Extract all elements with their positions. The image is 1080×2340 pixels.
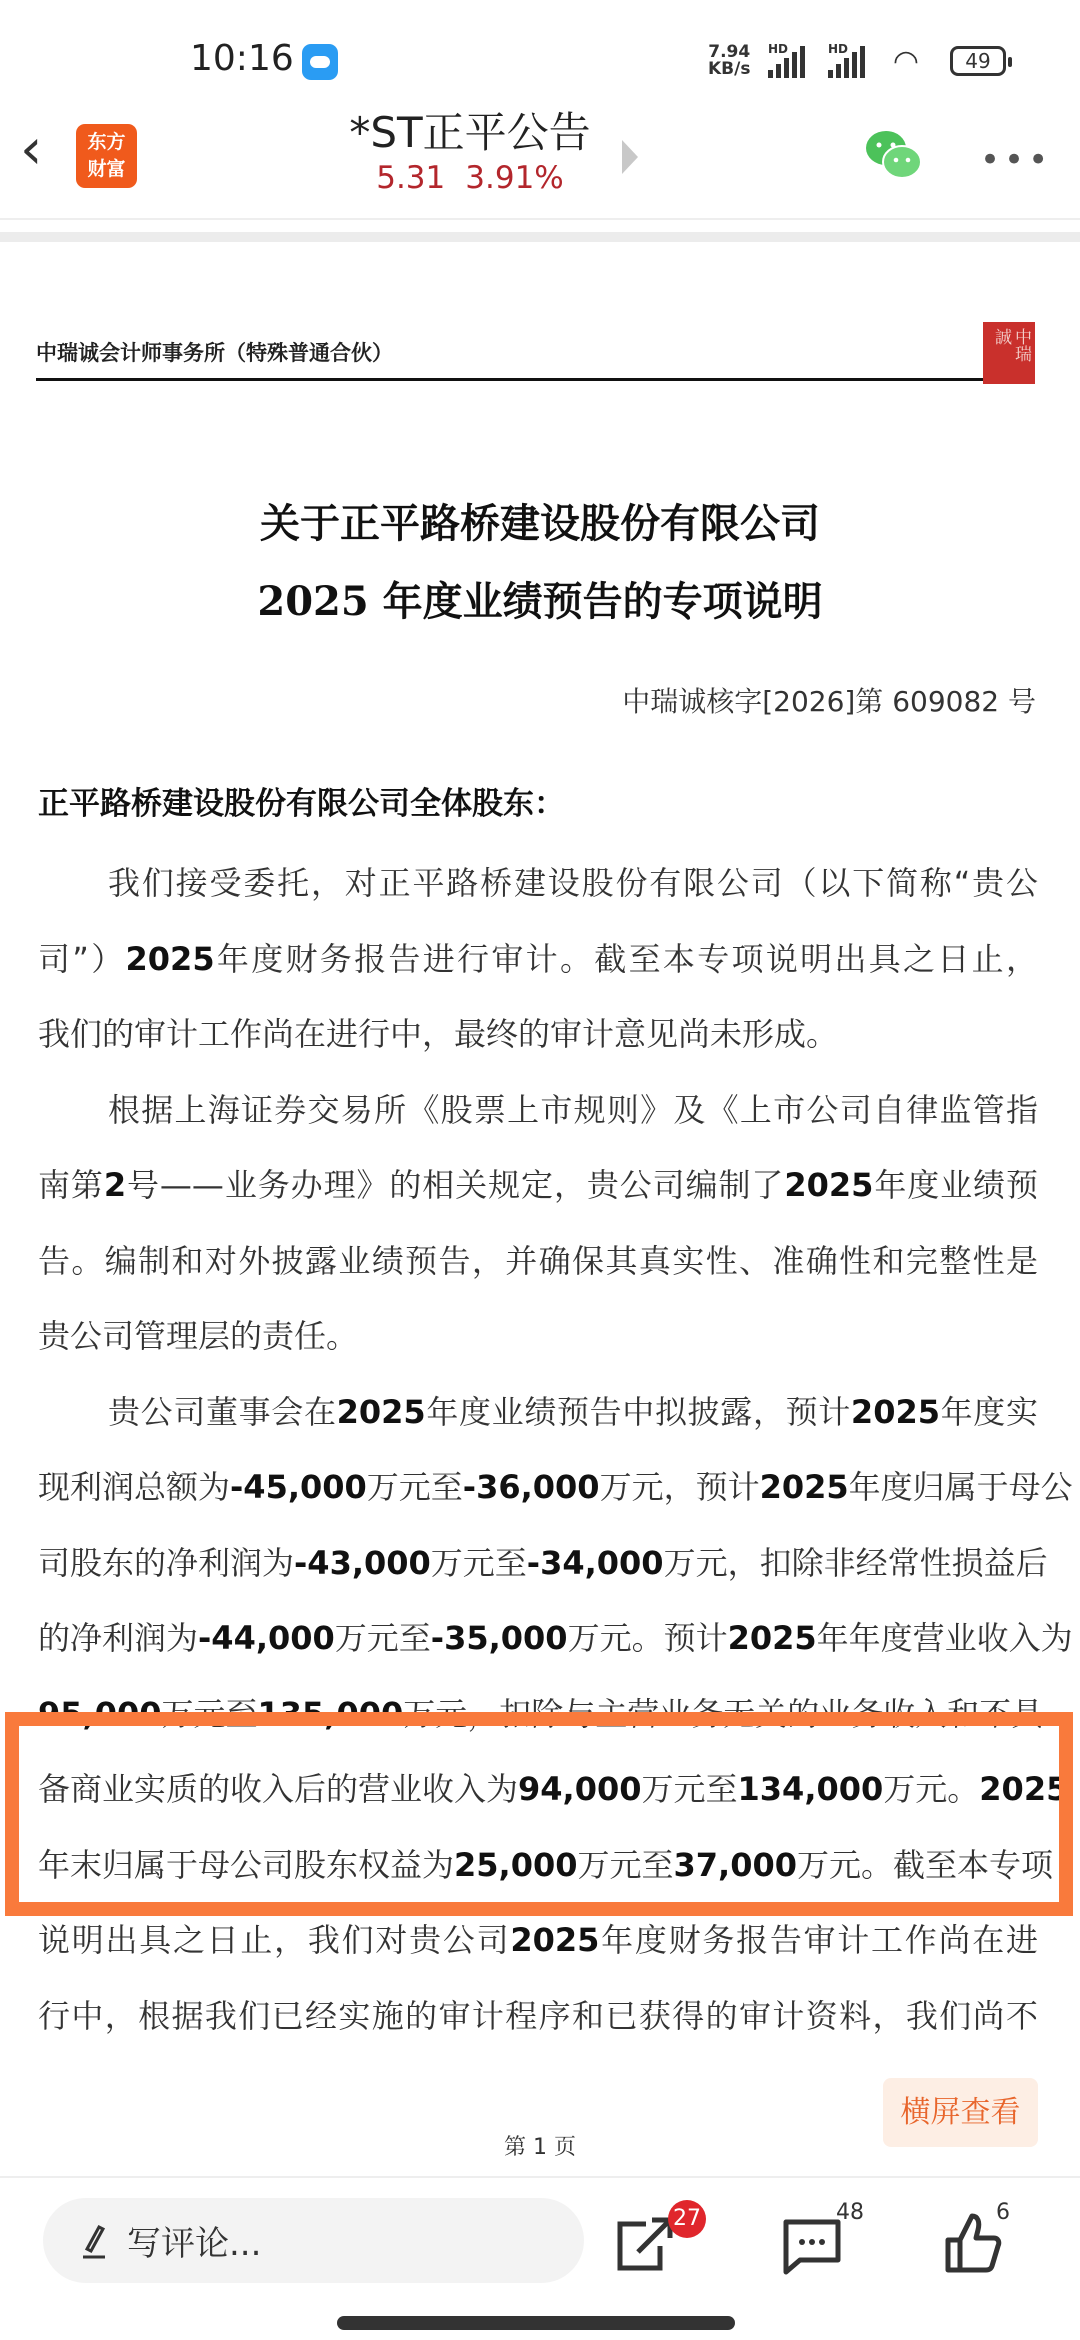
firm-seal-logo xyxy=(983,322,1035,384)
logo-text: 财富 xyxy=(87,158,126,180)
back-button[interactable]: ‹ xyxy=(20,117,43,182)
document-line: 年末归属于母公司股东权益为25,000万元至37,000万元。截至本专项 xyxy=(38,1845,1054,1884)
document-line: 根据上海证券交易所《股票上市规则》及《上市公司自律监管指 xyxy=(108,1090,1038,1129)
battery-icon: 49 xyxy=(950,46,1006,76)
document-line: 现利润总额为-45,000万元至-36,000万元，预计2025年度归属于母公 xyxy=(38,1468,1073,1506)
document-line: 司”）2025年度财务报告进行审计。截至本专项说明出具之日止， xyxy=(38,939,1038,978)
stock-change: 3.91% xyxy=(465,160,564,196)
wifi-icon: ◠ xyxy=(892,44,920,79)
pencil-icon xyxy=(79,2221,109,2261)
cloud-app-icon xyxy=(302,44,338,80)
document-reference-number: 中瑞诚核字[2026]第 609082 号 xyxy=(622,685,1036,718)
share-count-badge: 27 xyxy=(668,2200,706,2238)
comment-count: 48 xyxy=(836,2200,864,2225)
hd-label: HD xyxy=(768,42,789,56)
document-line: 司股东的净利润为-43,000万元至-34,000万元，扣除非经常性损益后 xyxy=(38,1543,1048,1582)
seal-text: 中瑞誠 xyxy=(991,328,1031,362)
firm-header-rule xyxy=(36,378,1034,381)
highlight-box xyxy=(5,1712,1073,1916)
document-line: 的净利润为-44,000万元至-35,000万元。预计2025年年度营业收入为 xyxy=(38,1619,1073,1657)
hd-label: HD xyxy=(828,42,849,56)
document-line: 我们的审计工作尚在进行中，最终的审计意见尚未形成。 xyxy=(38,1015,839,1053)
home-indicator[interactable] xyxy=(337,2316,735,2330)
document-line: 备商业实质的收入后的营业收入为94,000万元至134,000万元。2025 xyxy=(38,1770,1069,1808)
next-arrow-icon[interactable] xyxy=(622,140,638,174)
document-line: 贵公司管理层的责任。 xyxy=(38,1317,359,1355)
bottom-divider xyxy=(0,2176,1080,2178)
landscape-view-button[interactable]: 横屏查看 xyxy=(883,2078,1038,2147)
document-line: 南第2号——业务办理》的相关规定，贵公司编制了2025年度业绩预 xyxy=(38,1166,1038,1204)
document-line: 贵公司董事会在2025年度业绩预告中拟披露，预计2025年度实 xyxy=(108,1392,1038,1431)
network-speed xyxy=(708,44,750,78)
document-line: 说明出具之日止，我们对贵公司2025年度财务报告审计工作尚在进 xyxy=(38,1921,1038,1959)
signal-icon-sim1 xyxy=(768,42,806,78)
stock-price: 5.31 xyxy=(376,160,446,196)
page-title: *ST正平公告 xyxy=(349,108,591,157)
net-speed-value: 7.94 xyxy=(708,42,751,62)
comment-input[interactable] xyxy=(43,2198,584,2283)
salutation: 正平路桥建设股份有限公司全体股东： xyxy=(38,786,565,822)
document-line: 行中，根据我们已经实施的审计程序和已获得的审计资料，我们尚不 xyxy=(38,1996,1038,2035)
more-menu-icon[interactable]: ••• xyxy=(980,140,1053,180)
section-band xyxy=(0,232,1080,242)
firm-header: 中瑞诚会计师事务所（特殊普通合伙） xyxy=(36,341,393,365)
comment-placeholder: 写评论... xyxy=(127,2224,262,2264)
document-title-line2: 2025 年度业绩预告的专项说明 xyxy=(257,578,823,625)
page-number: 第 1 页 xyxy=(504,2135,576,2160)
header-divider xyxy=(0,218,1080,220)
document-line: 告。编制和对外披露业绩预告，并确保其真实性、准确性和完整性是 xyxy=(38,1241,1038,1280)
wechat-share-icon[interactable] xyxy=(864,128,924,182)
logo-text: 东方 xyxy=(87,131,126,153)
status-time: 10:16 xyxy=(190,38,294,79)
document-line: 95,000万元至135,000万元，扣除与主营业务无关的业务收入和不具 xyxy=(38,1694,1044,1733)
signal-icon-sim2 xyxy=(828,42,866,78)
like-count: 6 xyxy=(996,2200,1010,2225)
net-speed-unit: KB/s xyxy=(708,59,751,79)
document-line: 我们接受委托，对正平路桥建设股份有限公司（以下简称“贵公 xyxy=(108,864,1038,902)
document-title-line1: 关于正平路桥建设股份有限公司 xyxy=(260,500,820,547)
